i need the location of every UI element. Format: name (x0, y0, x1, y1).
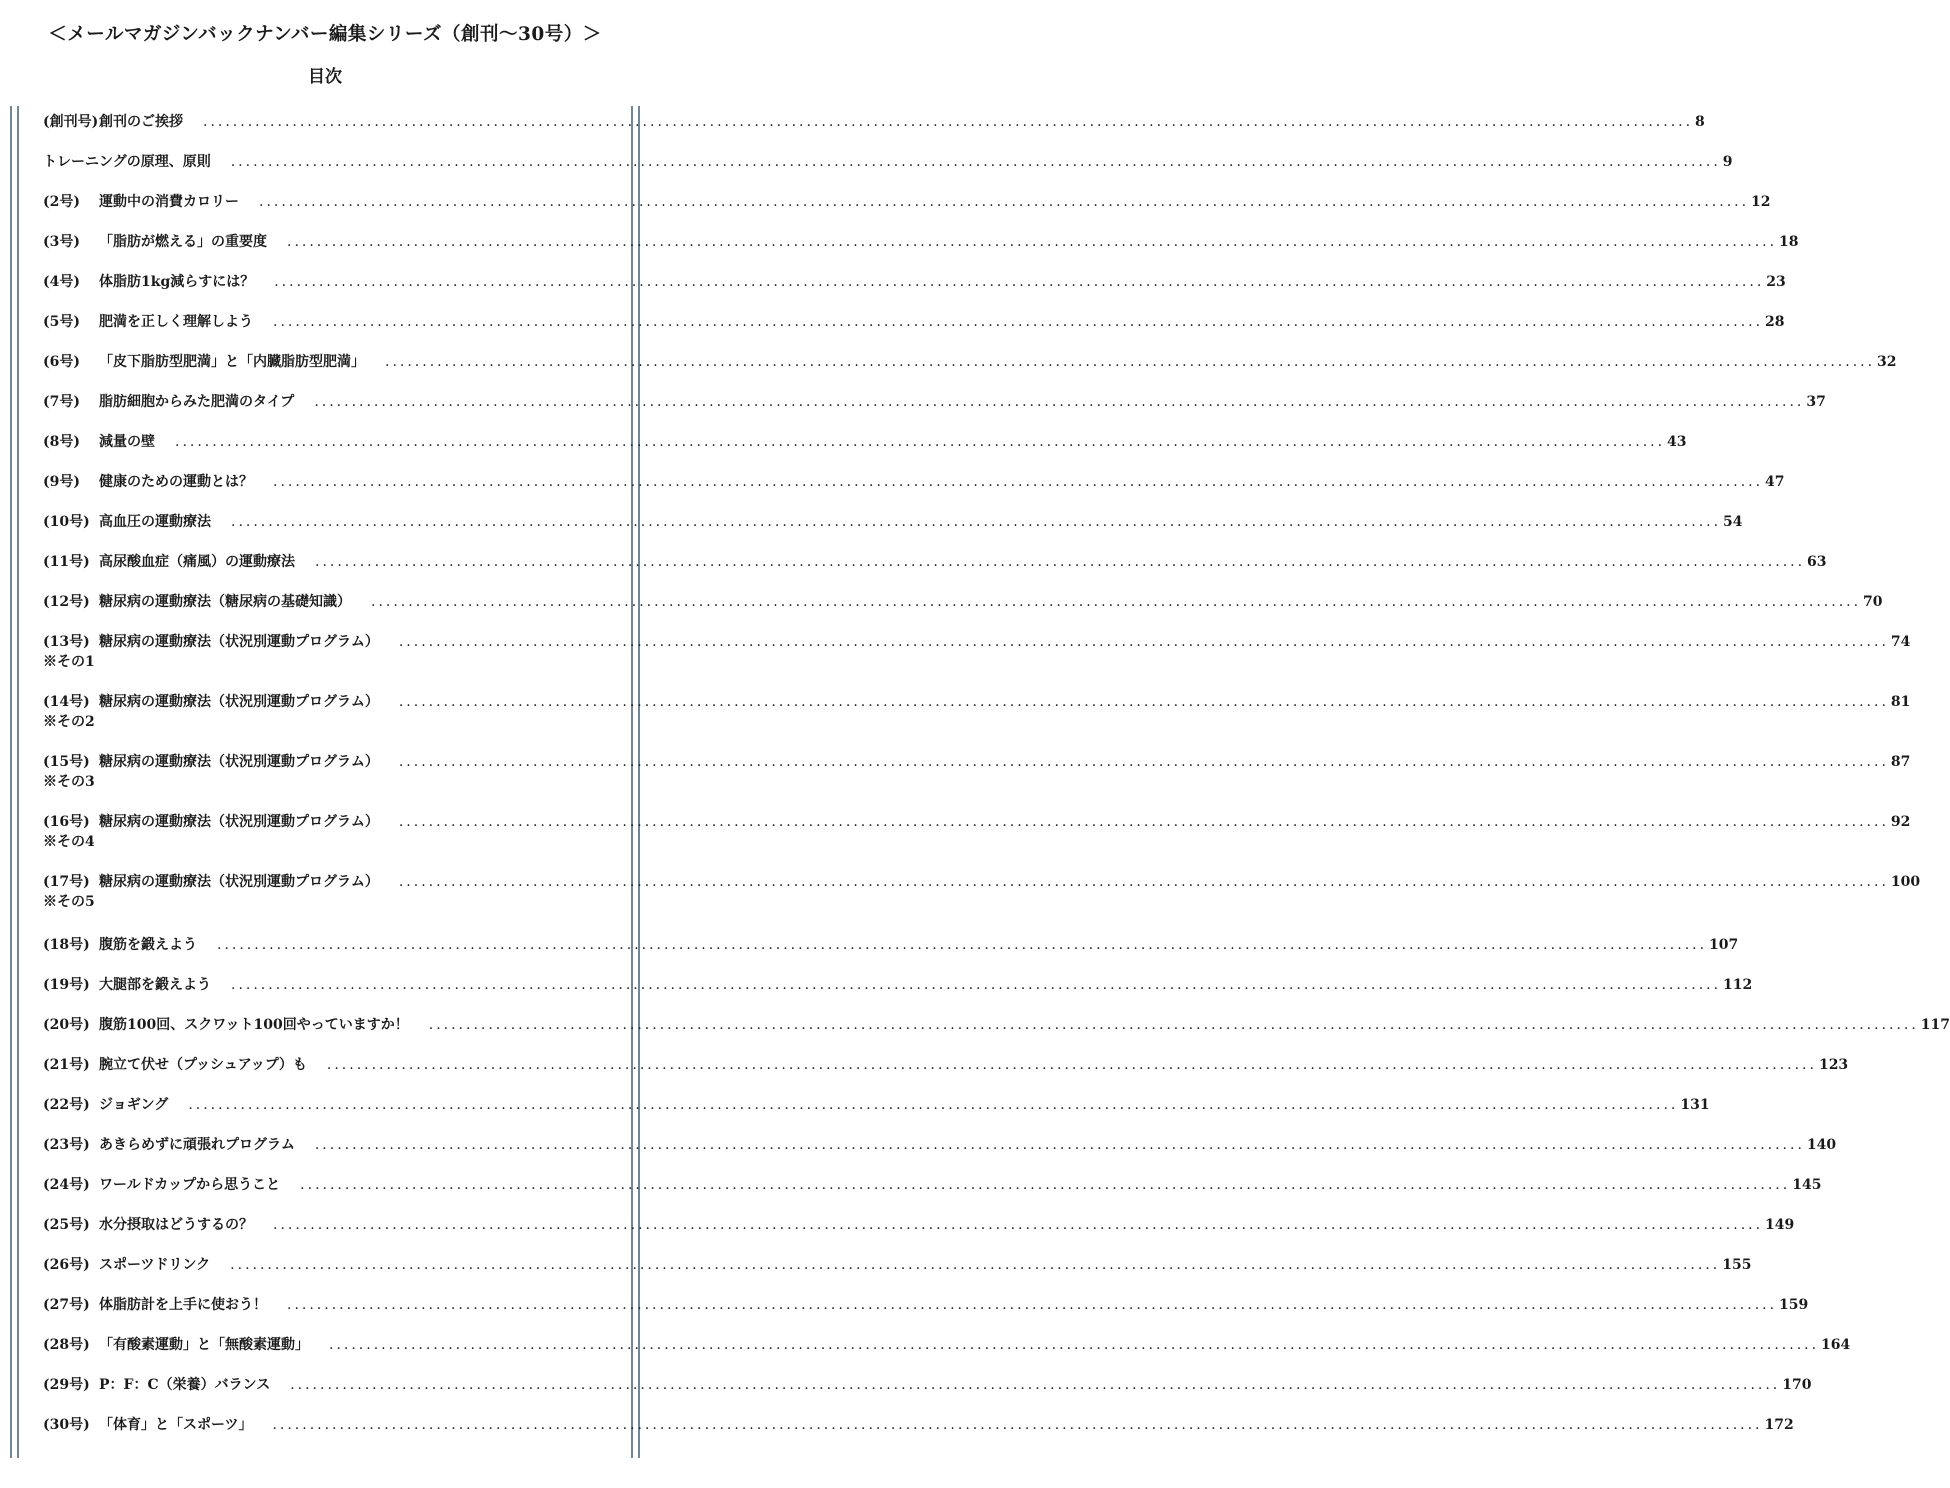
issue-number: (18号) (43, 937, 90, 953)
page-number: 117 (1920, 1017, 1950, 1033)
dot-leader: ........................................................................................................................................................................................................ (231, 514, 1722, 530)
dot-leader: ........................................................................................................................................................................................................ (230, 154, 1721, 170)
dot-leader: ........................................................................................................................................................................................................ (300, 1177, 1791, 1193)
page-number: 164 (1821, 1337, 1851, 1353)
entry-title: 体脂肪計を上手に使おう！ (99, 1297, 267, 1313)
toc-entry[interactable] (43, 432, 1687, 452)
dot-leader: ........................................................................................................................................................................................................ (231, 977, 1722, 993)
issue-number: (30号) (43, 1417, 90, 1433)
toc-entry[interactable] (43, 975, 1753, 995)
dot-leader: ........................................................................................................................................................................................................ (329, 1337, 1820, 1353)
page-number: 70 (1863, 594, 1883, 610)
entry-title: 糖尿病の運動療法（状況別運動プログラム） (99, 754, 379, 770)
toc-entry[interactable] (43, 552, 1827, 572)
toc-entry[interactable] (43, 752, 1911, 792)
toc-entry[interactable] (43, 812, 1911, 852)
dot-leader: ........................................................................................................................................................................................................ (371, 594, 1862, 610)
toc-entry[interactable] (43, 512, 1743, 532)
issue-number: (27号) (43, 1297, 90, 1313)
entry-title: 糖尿病の運動療法（糖尿病の基礎知識） (99, 594, 351, 610)
toc-entry[interactable] (43, 272, 1786, 292)
toc-entry-line (43, 272, 1786, 292)
dot-leader: ........................................................................................................................................................................................................ (203, 114, 1694, 130)
toc-entry[interactable] (43, 592, 1883, 612)
page-number: 112 (1723, 977, 1753, 993)
entry-title: 高尿酸血症（痛風）の運動療法 (99, 554, 295, 570)
issue-number: (12号) (43, 594, 90, 610)
page-number: 28 (1765, 314, 1785, 330)
toc-heading: 目次 (308, 67, 342, 87)
page-number: 74 (1890, 634, 1911, 650)
issue-number: (15号) (43, 754, 90, 770)
toc-entry[interactable] (43, 872, 1921, 912)
toc-entry[interactable] (43, 1215, 1795, 1235)
toc-entry[interactable] (43, 1415, 1794, 1435)
page-number: 123 (1818, 1057, 1849, 1073)
page-number: 47 (1765, 474, 1785, 490)
toc-entry-line (43, 192, 1771, 212)
entry-title: 「皮下脂肪型肥満」と「内臓脂肪型肥満」 (99, 354, 365, 370)
toc-entry[interactable] (43, 472, 1785, 492)
entry-title: 糖尿病の運動療法（状況別運動プログラム） (99, 634, 379, 650)
toc-entry[interactable] (43, 1375, 1812, 1395)
issue-number: (16号) (43, 814, 90, 830)
entry-title: ジョギング (99, 1097, 169, 1113)
entry-title: ワールドカップから思うこと (99, 1177, 281, 1193)
entry-title: 腕立て伏せ（プッシュアップ）も (99, 1057, 307, 1073)
dot-leader: ........................................................................................................................................................................................................ (428, 1017, 1919, 1033)
toc-entry[interactable] (43, 152, 1733, 172)
toc-entry[interactable] (43, 1135, 1837, 1155)
toc-entry-line (43, 432, 1687, 452)
toc-entry[interactable] (43, 232, 1799, 252)
page-number: 23 (1766, 274, 1786, 290)
issue-number: (28号) (43, 1337, 90, 1353)
issue-number: (24号) (43, 1177, 90, 1193)
toc-entry-line (43, 512, 1743, 532)
dot-leader: ........................................................................................................................................................................................................ (385, 354, 1876, 370)
dot-leader: ........................................................................................................................................................................................................ (398, 694, 1889, 710)
dot-leader: ........................................................................................................................................................................................................ (287, 1297, 1778, 1313)
dot-leader: ........................................................................................................................................................................................................ (290, 1377, 1781, 1393)
entry-title: 肥満を正しく理解しよう (99, 314, 253, 330)
toc-entry-line (43, 1055, 1849, 1075)
entry-title: 糖尿病の運動療法（状況別運動プログラム） (99, 874, 379, 890)
issue-number: (4号) (43, 274, 80, 290)
entry-title: 水分摂取はどうするの？ (99, 1217, 253, 1233)
issue-number: (6号) (43, 354, 80, 370)
toc-entry[interactable] (43, 1255, 1752, 1275)
issue-number: (23号) (43, 1137, 90, 1153)
page-number: 32 (1877, 354, 1897, 370)
entry-title: P：F：C（栄養）バランス (99, 1377, 271, 1393)
toc-entry[interactable] (43, 1175, 1822, 1195)
dot-leader: ........................................................................................................................................................................................................ (398, 634, 1889, 650)
page-number: 170 (1782, 1377, 1812, 1393)
entry-title: 創刊のご挨拶 (99, 114, 183, 130)
page-number: 9 (1722, 154, 1733, 170)
toc-entry[interactable] (43, 1015, 1950, 1035)
page-number: 12 (1751, 194, 1771, 210)
page-number: 149 (1765, 1217, 1795, 1233)
entry-title: スポーツドリンク (99, 1257, 211, 1273)
issue-number: (2号) (43, 194, 80, 210)
toc-entry[interactable] (43, 1055, 1849, 1075)
issue-number: (20号) (43, 1017, 90, 1033)
entry-title: 「脂肪が燃える」の重要度 (99, 234, 267, 250)
issue-number: (14号) (43, 694, 90, 710)
page-number: 63 (1807, 554, 1827, 570)
entry-title: トレーニングの原理、原則 (43, 154, 211, 170)
toc-entry[interactable] (43, 1335, 1851, 1355)
issue-number: (19号) (43, 977, 90, 993)
entry-title: 糖尿病の運動療法（状況別運動プログラム） (99, 694, 379, 710)
toc-entry-line (43, 1335, 1851, 1355)
toc-entry-line (43, 552, 1827, 572)
toc-entry-line (43, 935, 1739, 955)
entry-title: 大腿部を鍛えよう (99, 977, 211, 993)
toc-entry-line (43, 632, 1911, 652)
toc-entry-line (43, 152, 1733, 172)
toc-entry-line (43, 1135, 1837, 1155)
toc-entry-line (43, 692, 1911, 712)
entry-title: 糖尿病の運動療法（状況別運動プログラム） (99, 814, 379, 830)
toc-entry-line (43, 312, 1785, 332)
issue-number: (5号) (43, 314, 80, 330)
issue-number: (創刊号) (43, 114, 99, 130)
toc-entry[interactable] (43, 1295, 1809, 1315)
toc-entry-line (43, 1255, 1752, 1275)
dot-leader: ........................................................................................................................................................................................................ (287, 234, 1778, 250)
entry-subtitle: ※その4 (43, 834, 95, 850)
issue-number: (8号) (43, 434, 80, 450)
toc-entry-line (43, 752, 1911, 772)
toc-entry-line (43, 1215, 1795, 1235)
entry-title: 高血圧の運動療法 (99, 514, 211, 530)
toc-entry-line (43, 472, 1785, 492)
entry-title: 「体育」と「スポーツ」 (99, 1417, 253, 1433)
dot-leader: ........................................................................................................................................................................................................ (326, 1057, 1817, 1073)
page-number: 54 (1723, 514, 1743, 530)
toc-entry-line (43, 112, 1705, 132)
entry-subtitle: ※その3 (43, 774, 95, 790)
page-number: 159 (1779, 1297, 1809, 1313)
page-number: 43 (1667, 434, 1687, 450)
page-number: 92 (1890, 814, 1911, 830)
toc-entry-line (43, 975, 1753, 995)
dot-leader: ........................................................................................................................................................................................................ (274, 274, 1765, 290)
issue-number: (21号) (43, 1057, 90, 1073)
issue-number: (17号) (43, 874, 90, 890)
entry-subtitle: ※その1 (43, 654, 95, 670)
entry-title: 体脂肪1kg減らすには？ (99, 274, 255, 290)
dot-leader: ........................................................................................................................................................................................................ (272, 1417, 1763, 1433)
toc-entry[interactable] (43, 112, 1705, 132)
page-number: 81 (1890, 694, 1911, 710)
issue-number: (10号) (43, 514, 90, 530)
issue-number: (3号) (43, 234, 80, 250)
toc-entry-line (43, 1415, 1794, 1435)
issue-number: (22号) (43, 1097, 90, 1113)
dot-leader: ........................................................................................................................................................................................................ (259, 194, 1750, 210)
toc-entry[interactable] (43, 935, 1739, 955)
frame-left-inner-line (17, 106, 19, 1458)
page-number: 172 (1764, 1417, 1794, 1433)
entry-title: 腹筋100回、スクワット100回やっていますか！ (99, 1017, 409, 1033)
page-number: 100 (1890, 874, 1921, 890)
entry-subtitle: ※その2 (43, 714, 95, 730)
toc-entry-line (43, 1375, 1812, 1395)
toc-entry-line (43, 812, 1911, 832)
dot-leader: ........................................................................................................................................................................................................ (175, 434, 1666, 450)
page-title: ＜メールマガジンバックナンバー編集シリーズ（創刊～30号）＞ (48, 24, 602, 45)
dot-leader: ........................................................................................................................................................................................................ (273, 474, 1764, 490)
toc-entry[interactable] (43, 352, 1897, 372)
toc-entry[interactable] (43, 392, 1826, 412)
page-number: 155 (1722, 1257, 1752, 1273)
dot-leader: ........................................................................................................................................................................................................ (398, 814, 1889, 830)
page-number: 87 (1890, 754, 1911, 770)
issue-number: (9号) (43, 474, 80, 490)
toc-entry[interactable] (43, 312, 1785, 332)
toc-entry-line (43, 1095, 1710, 1115)
frame-left-outer-line (10, 106, 12, 1458)
toc-entry[interactable] (43, 192, 1771, 212)
entry-title: あきらめずに頑張れプログラム (99, 1137, 295, 1153)
page-number: 8 (1695, 114, 1705, 130)
page-number: 145 (1792, 1177, 1822, 1193)
toc-entry-line (43, 1295, 1809, 1315)
issue-number: (26号) (43, 1257, 90, 1273)
entry-title: 脂肪細胞からみた肥満のタイプ (99, 394, 295, 410)
dot-leader: ........................................................................................................................................................................................................ (315, 554, 1806, 570)
dot-leader: ........................................................................................................................................................................................................ (230, 1257, 1721, 1273)
issue-number: (13号) (43, 634, 90, 650)
toc-entry[interactable] (43, 1095, 1710, 1115)
issue-number: (11号) (43, 554, 90, 570)
toc-entry-line (43, 1015, 1950, 1035)
toc-entry-line (43, 872, 1921, 892)
page-number: 140 (1806, 1137, 1837, 1153)
page-number: 107 (1709, 937, 1739, 953)
toc-entry-line (43, 1175, 1822, 1195)
entry-title: 健康のための運動とは？ (99, 474, 253, 490)
entry-title: 「有酸素運動」と「無酸素運動」 (99, 1337, 309, 1353)
issue-number: (7号) (43, 394, 80, 410)
dot-leader: ........................................................................................................................................................................................................ (217, 937, 1708, 953)
issue-number: (29号) (43, 1377, 90, 1393)
page-number: 18 (1779, 234, 1799, 250)
toc-entry-line (43, 232, 1799, 252)
toc-entry-line (43, 392, 1826, 412)
toc-entry-line (43, 352, 1897, 372)
dot-leader: ........................................................................................................................................................................................................ (398, 754, 1889, 770)
dot-leader: ........................................................................................................................................................................................................ (314, 394, 1805, 410)
dot-leader: ........................................................................................................................................................................................................ (273, 1217, 1764, 1233)
entry-title: 運動中の消費カロリー (99, 194, 239, 210)
entry-title: 腹筋を鍛えよう (99, 937, 197, 953)
page-number: 131 (1680, 1097, 1710, 1113)
issue-number: (25号) (43, 1217, 90, 1233)
dot-leader: ........................................................................................................................................................................................................ (314, 1137, 1805, 1153)
toc-entry-line (43, 592, 1883, 612)
entry-title: 減量の壁 (99, 434, 155, 450)
page-number: 37 (1806, 394, 1826, 410)
dot-leader: ........................................................................................................................................................................................................ (398, 874, 1889, 890)
dot-leader: ........................................................................................................................................................................................................ (188, 1097, 1679, 1113)
toc-entry[interactable] (43, 632, 1911, 672)
entry-subtitle: ※その5 (43, 894, 95, 910)
toc-entry[interactable] (43, 692, 1911, 732)
dot-leader: ........................................................................................................................................................................................................ (273, 314, 1764, 330)
